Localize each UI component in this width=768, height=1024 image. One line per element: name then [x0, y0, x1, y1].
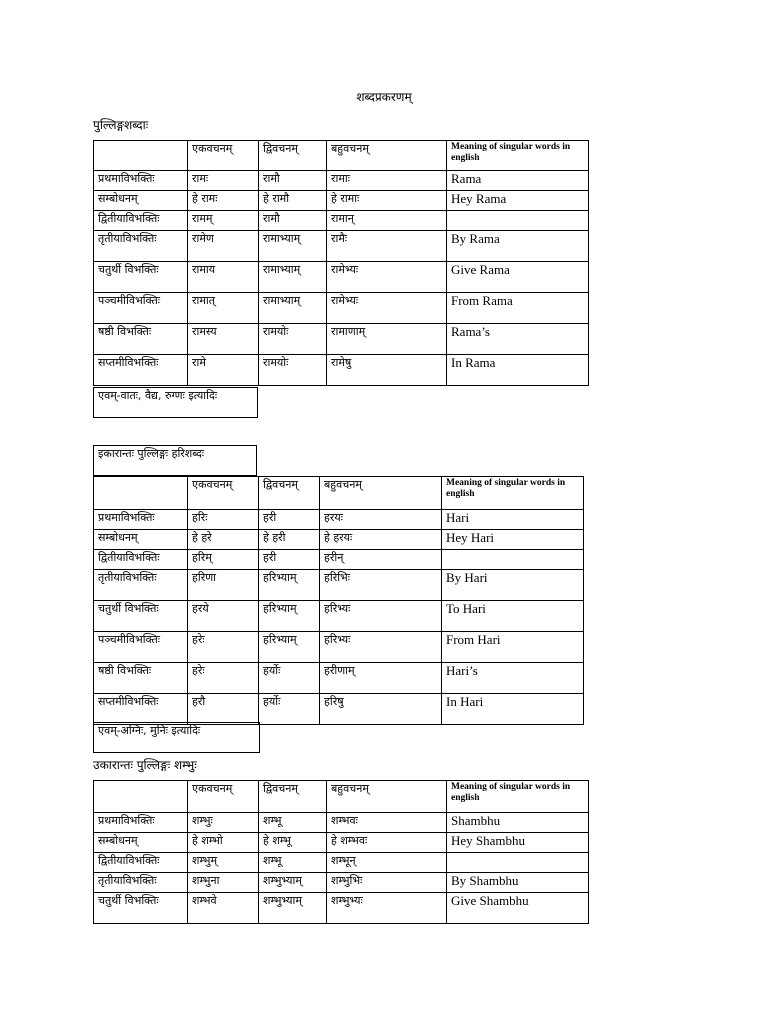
header-cell [94, 141, 188, 171]
form-cell: रामेभ्यः [327, 262, 447, 293]
header-cell: द्विवचनम् [259, 781, 327, 813]
case-name-cell: सम्बोधनम् [94, 191, 188, 211]
form-cell: रामेभ्यः [327, 293, 447, 324]
declension-table-rama [93, 140, 589, 386]
table-row-prathama [94, 171, 589, 191]
header-cell: Meaning of singular words in english [447, 781, 589, 813]
header-cell: बहुवचनम् [320, 477, 442, 510]
form-cell: हे शम्भो [188, 833, 259, 853]
table-row-dvitiya [94, 853, 589, 873]
meaning-cell: Rama [447, 171, 589, 191]
form-cell: रामाणाम् [327, 324, 447, 355]
meaning-cell: Hari’s [442, 663, 584, 694]
form-cell: शम्भुभ्याम् [259, 873, 327, 893]
case-name-cell: प्रथमाविभक्तिः [94, 510, 188, 530]
meaning-cell: From Rama [447, 293, 589, 324]
form-cell: शम्भवे [188, 893, 259, 924]
form-cell: शम्भू [259, 853, 327, 873]
form-cell: हे शम्भवः [327, 833, 447, 853]
section1-note: एवम्-वातः, वैद्य, रुग्णः इत्यादिः [93, 387, 258, 418]
table-row-chaturthi [94, 262, 589, 293]
case-name-cell: सम्बोधनम् [94, 530, 188, 550]
table-row-sambodhana [94, 191, 589, 211]
form-cell: हरीन् [320, 550, 442, 570]
form-cell: हरिभ्याम् [259, 632, 320, 663]
form-cell: रामः [188, 171, 259, 191]
form-cell: शम्भुम् [188, 853, 259, 873]
form-cell: हरौ [188, 694, 259, 725]
form-cell: रामौ [259, 171, 327, 191]
case-name-cell: तृतीयाविभक्तिः [94, 570, 188, 601]
case-name-cell: प्रथमाविभक्तिः [94, 171, 188, 191]
form-cell: रामात् [188, 293, 259, 324]
table-row-dvitiya [94, 211, 589, 231]
form-cell: रामयोः [259, 355, 327, 386]
table-row-tritiya [94, 570, 584, 601]
form-cell: हरीणाम् [320, 663, 442, 694]
case-name-cell: पञ्चमीविभक्तिः [94, 632, 188, 663]
table-header-row [94, 477, 584, 510]
table-row-prathama [94, 510, 584, 530]
table-row-panchami [94, 293, 589, 324]
meaning-cell: Hey Hari [442, 530, 584, 550]
form-cell: रामान् [327, 211, 447, 231]
table-row-tritiya [94, 231, 589, 262]
meaning-cell: From Hari [442, 632, 584, 663]
form-cell: हरेः [188, 632, 259, 663]
form-cell: शम्भवः [327, 813, 447, 833]
case-name-cell: द्वितीयाविभक्तिः [94, 853, 188, 873]
form-cell: हर्योः [259, 663, 320, 694]
form-cell: शम्भुना [188, 873, 259, 893]
form-cell: रामस्य [188, 324, 259, 355]
meaning-cell [447, 211, 589, 231]
header-cell: Meaning of singular words in english [442, 477, 584, 510]
case-name-cell: सप्तमीविभक्तिः [94, 694, 188, 725]
form-cell: हरिभ्याम् [259, 601, 320, 632]
form-cell: रामयोः [259, 324, 327, 355]
form-cell: हरिभिः [320, 570, 442, 601]
form-cell: हरिः [188, 510, 259, 530]
header-cell: द्विवचनम् [259, 141, 327, 171]
meaning-cell [447, 853, 589, 873]
table-row-sambodhana [94, 530, 584, 550]
form-cell: रामाभ्याम् [259, 293, 327, 324]
form-cell: रामौ [259, 211, 327, 231]
form-cell: शम्भू [259, 813, 327, 833]
case-name-cell: सम्बोधनम् [94, 833, 188, 853]
table-row-chaturthi [94, 601, 584, 632]
header-cell: Meaning of singular words in english [447, 141, 589, 171]
declension-table-hari [93, 476, 584, 725]
form-cell: हरिषु [320, 694, 442, 725]
section2-heading: इकारान्तः पुल्लिङ्गः हरिशब्दः [93, 445, 257, 476]
case-name-cell: चतुर्थी विभक्तिः [94, 601, 188, 632]
section1-heading: पुल्लिङ्गशब्दाः [93, 118, 149, 132]
case-name-cell: तृतीयाविभक्तिः [94, 873, 188, 893]
meaning-cell: Give Shambhu [447, 893, 589, 924]
form-cell: हरिभ्याम् [259, 570, 320, 601]
form-cell: रामे [188, 355, 259, 386]
form-cell: हरिणा [188, 570, 259, 601]
form-cell: हे शम्भू [259, 833, 327, 853]
form-cell: हे रामौ [259, 191, 327, 211]
form-cell: रामम् [188, 211, 259, 231]
table-header-row [94, 141, 589, 171]
case-name-cell: चतुर्थी विभक्तिः [94, 262, 188, 293]
page-title: शब्दप्रकरणम् [356, 90, 412, 104]
form-cell: हरये [188, 601, 259, 632]
form-cell: हरिभ्यः [320, 601, 442, 632]
case-name-cell: पञ्चमीविभक्तिः [94, 293, 188, 324]
table-row-shashthi [94, 324, 589, 355]
meaning-cell: Hey Rama [447, 191, 589, 211]
form-cell: शम्भून् [327, 853, 447, 873]
form-cell: रामेण [188, 231, 259, 262]
form-cell: हे रामः [188, 191, 259, 211]
meaning-cell: Shambhu [447, 813, 589, 833]
meaning-cell: In Rama [447, 355, 589, 386]
table-row-prathama [94, 813, 589, 833]
meaning-cell: Give Rama [447, 262, 589, 293]
header-cell: बहुवचनम् [327, 141, 447, 171]
form-cell: हरी [259, 550, 320, 570]
meaning-cell: Hey Shambhu [447, 833, 589, 853]
case-name-cell: षष्ठी विभक्तिः [94, 324, 188, 355]
case-name-cell: षष्ठी विभक्तिः [94, 663, 188, 694]
meaning-cell: In Hari [442, 694, 584, 725]
meaning-cell: To Hari [442, 601, 584, 632]
header-cell: एकवचनम् [188, 781, 259, 813]
table-row-saptami [94, 355, 589, 386]
form-cell: शम्भुः [188, 813, 259, 833]
table-row-saptami [94, 694, 584, 725]
table-row-dvitiya [94, 550, 584, 570]
case-name-cell: तृतीयाविभक्तिः [94, 231, 188, 262]
form-cell: हरी [259, 510, 320, 530]
form-cell: हे रामाः [327, 191, 447, 211]
declension-table-shambhu [93, 780, 589, 924]
case-name-cell: सप्तमीविभक्तिः [94, 355, 188, 386]
meaning-cell: Hari [442, 510, 584, 530]
section3-heading: उकारान्तः पुल्लिङ्गः शम्भुः [93, 758, 197, 772]
case-name-cell: चतुर्थी विभक्तिः [94, 893, 188, 924]
case-name-cell: प्रथमाविभक्तिः [94, 813, 188, 833]
meaning-cell: Rama’s [447, 324, 589, 355]
form-cell: रामाय [188, 262, 259, 293]
form-cell: हर्योः [259, 694, 320, 725]
header-cell [94, 477, 188, 510]
header-cell: एकवचनम् [188, 477, 259, 510]
table-row-tritiya [94, 873, 589, 893]
case-name-cell: द्वितीयाविभक्तिः [94, 211, 188, 231]
form-cell: हरयः [320, 510, 442, 530]
form-cell: रामाभ्याम् [259, 262, 327, 293]
form-cell: शम्भुभ्याम् [259, 893, 327, 924]
table-row-sambodhana [94, 833, 589, 853]
form-cell: हरेः [188, 663, 259, 694]
form-cell: शम्भुभिः [327, 873, 447, 893]
form-cell: हरिभ्यः [320, 632, 442, 663]
meaning-cell: By Rama [447, 231, 589, 262]
meaning-cell: By Hari [442, 570, 584, 601]
header-cell [94, 781, 188, 813]
table-row-panchami [94, 632, 584, 663]
header-cell: बहुवचनम् [327, 781, 447, 813]
table-row-shashthi [94, 663, 584, 694]
table-header-row [94, 781, 589, 813]
form-cell: शम्भुभ्यः [327, 893, 447, 924]
header-cell: एकवचनम् [188, 141, 259, 171]
section2-note: एवम्-अग्निः, मुनिः इत्यादिः [93, 722, 260, 753]
meaning-cell [442, 550, 584, 570]
form-cell: रामाभ्याम् [259, 231, 327, 262]
form-cell: हरिम् [188, 550, 259, 570]
form-cell: रामेषु [327, 355, 447, 386]
form-cell: हे हरयः [320, 530, 442, 550]
table-row-chaturthi [94, 893, 589, 924]
form-cell: रामैः [327, 231, 447, 262]
meaning-cell: By Shambhu [447, 873, 589, 893]
form-cell: रामाः [327, 171, 447, 191]
case-name-cell: द्वितीयाविभक्तिः [94, 550, 188, 570]
form-cell: हे हरे [188, 530, 259, 550]
form-cell: हे हरी [259, 530, 320, 550]
header-cell: द्विवचनम् [259, 477, 320, 510]
